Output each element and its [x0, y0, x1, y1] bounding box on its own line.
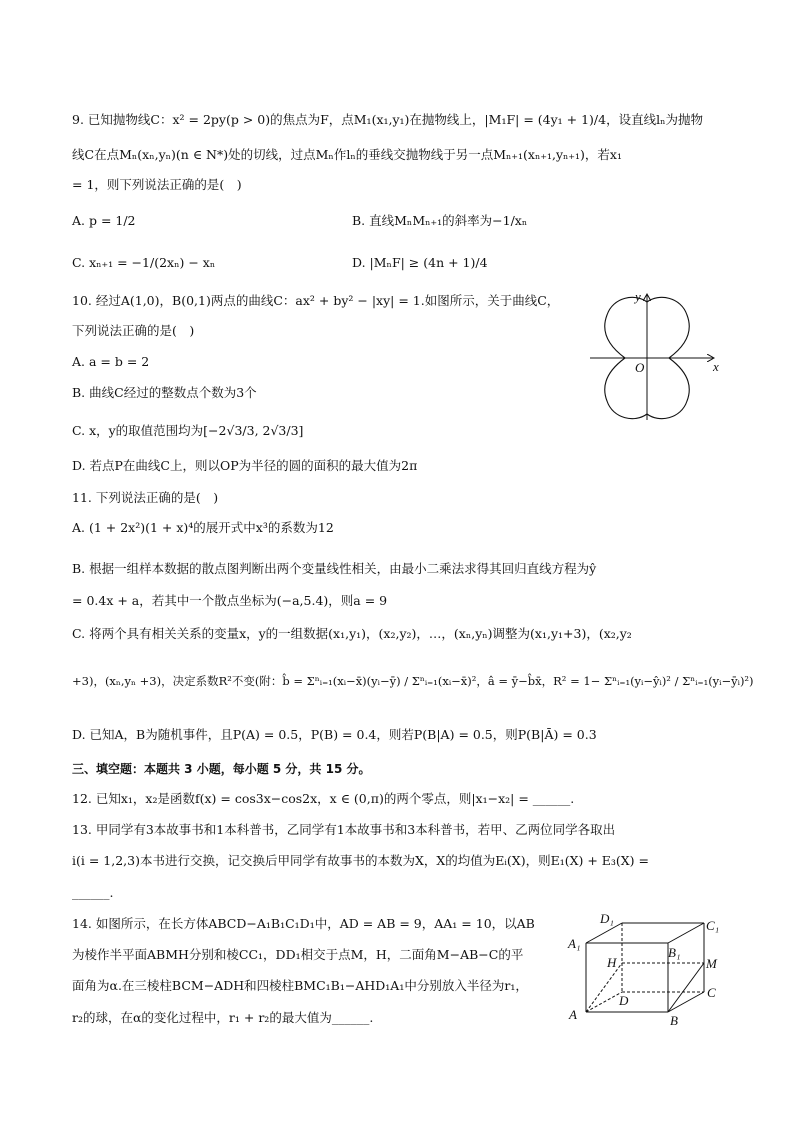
- q10-stem-line1: 10. 经过A(1,0)，B(0,1)两点的曲线C：ax² + by² − |xy| = 1.如图所示，关于曲线C，: [72, 293, 560, 308]
- label-a: A: [569, 1007, 577, 1022]
- q14-line4: r₂的球，在α的变化过程中，r₁ + r₂的最大值为______.: [72, 1010, 374, 1025]
- q11-option-c-line2: +3)，(xₙ,yₙ +3)，决定系数R²不变(附：b̂ = Σⁿᵢ₌₁(xᵢ−x̄)(yᵢ−ȳ) / Σⁿᵢ₌₁(xᵢ−x̄)²，â = ȳ−b̂x̄，R² = 1− Σⁿᵢ₌₁(yᵢ−ŷᵢ)² / Σⁿᵢ₌₁(yᵢ−ȳᵢ)²): [72, 674, 754, 688]
- q9-stem-line2: 线C在点Mₙ(xₙ,yₙ)(n ∈ N*)处的切线，过点Mₙ作lₙ的垂线交抛物线于另一点Mₙ₊₁(xₙ₊₁,yₙ₊₁)，若x₁: [72, 147, 622, 162]
- label-d1: D₁: [600, 911, 614, 926]
- q10-curve-figure: [585, 285, 725, 425]
- q11-option-d: D. 已知A，B为随机事件，且P(A) = 0.5，P(B) = 0.4，则若P(B|A) = 0.5，则P(B|Ā) = 0.3: [72, 727, 597, 742]
- q11-option-b-line1: B. 根据一组样本数据的散点图判断出两个变量线性相关，由最小二乘法求得其回归直线方程为ŷ: [72, 561, 597, 576]
- x-axis-label: x: [713, 359, 719, 374]
- section-3-header: 三、填空题：本题共 3 小题，每小题 5 分，共 15 分。: [72, 762, 371, 776]
- q9-stem-line3: = 1，则下列说法正确的是( ): [72, 177, 242, 192]
- q9-option-a: A. p = 1/2: [72, 213, 136, 228]
- q10-option-a: A. a = b = 2: [72, 354, 150, 369]
- origin-label: O: [635, 360, 645, 375]
- q12-text: 12. 已知x₁，x₂是函数f(x) = cos3x−cos2x，x ∈ (0,π)的两个零点，则|x₁−x₂| = ______.: [72, 791, 575, 806]
- q14-line3: 面角为α.在三棱柱BCM−ADH和四棱柱BMC₁B₁−AHD₁A₁中分别放入半径为r₁，: [72, 978, 528, 993]
- q10-option-b: B. 曲线C经过的整数点个数为3个: [72, 385, 257, 400]
- q10-option-c: C. x，y的取值范围均为[−2√3/3, 2√3/3]: [72, 423, 304, 438]
- q13-line1: 13. 甲同学有3本故事书和1本科普书，乙同学有1本故事书和3本科普书，若甲、乙两位同学各取出: [72, 822, 616, 837]
- q9-option-b: B. 直线MₙMₙ₊₁的斜率为−1/xₙ: [352, 213, 528, 228]
- label-b1: B₁: [668, 945, 681, 960]
- label-a1: A₁: [568, 936, 581, 951]
- label-c1: C₁: [706, 918, 720, 933]
- q9-option-c: C. xₙ₊₁ = −1/(2xₙ) − xₙ: [72, 255, 216, 270]
- label-d: D: [619, 993, 629, 1008]
- label-m: M: [706, 956, 717, 971]
- q14-line1: 14. 如图所示，在长方体ABCD−A₁B₁C₁D₁中，AD = AB = 9，AA₁ = 10，以AB: [72, 916, 535, 931]
- q13-line3: ______.: [72, 885, 114, 900]
- q9-stem-line1: 9. 已知抛物线C：x² = 2py(p > 0)的焦点为F，点M₁(x₁,y₁)在抛物线上，|M₁F| = (4y₁ + 1)/4，设直线lₙ为抛物: [72, 112, 703, 127]
- q9-option-d: D. |MₙF| ≥ (4n + 1)/4: [352, 255, 488, 270]
- q10-option-d: D. 若点P在曲线C上，则以OP为半径的圆的面积的最大值为2π: [72, 458, 418, 473]
- label-b: B: [670, 1013, 678, 1028]
- q11-option-c-line1: C. 将两个具有相关关系的变量x，y的一组数据(x₁,y₁)，(x₂,y₂)，…，(xₙ,yₙ)调整为(x₁,y₁+3)，(x₂,y₂: [72, 626, 632, 641]
- label-h: H: [607, 955, 617, 970]
- q11-option-a: A. (1 + 2x²)(1 + x)⁴的展开式中x³的系数为12: [72, 520, 334, 535]
- q10-stem-line2: 下列说法正确的是( ): [72, 323, 195, 338]
- q11-stem: 11. 下列说法正确的是( ): [72, 490, 219, 505]
- q14-line2: 为棱作半平面ABMH分别和棱CC₁，DD₁相交于点M，H，二面角M−AB−C的平: [72, 947, 524, 962]
- y-axis-label: y: [635, 289, 641, 304]
- q14-box-figure: [564, 905, 724, 1030]
- q13-line2: i(i = 1,2,3)本书进行交换，记交换后甲同学有故事书的本数为X，X的均值为Eᵢ(X)，则E₁(X) + E₃(X) =: [72, 853, 650, 868]
- label-c: C: [707, 985, 716, 1000]
- q11-option-b-line2: = 0.4x + a，若其中一个散点坐标为(−a,5.4)，则a = 9: [72, 593, 388, 608]
